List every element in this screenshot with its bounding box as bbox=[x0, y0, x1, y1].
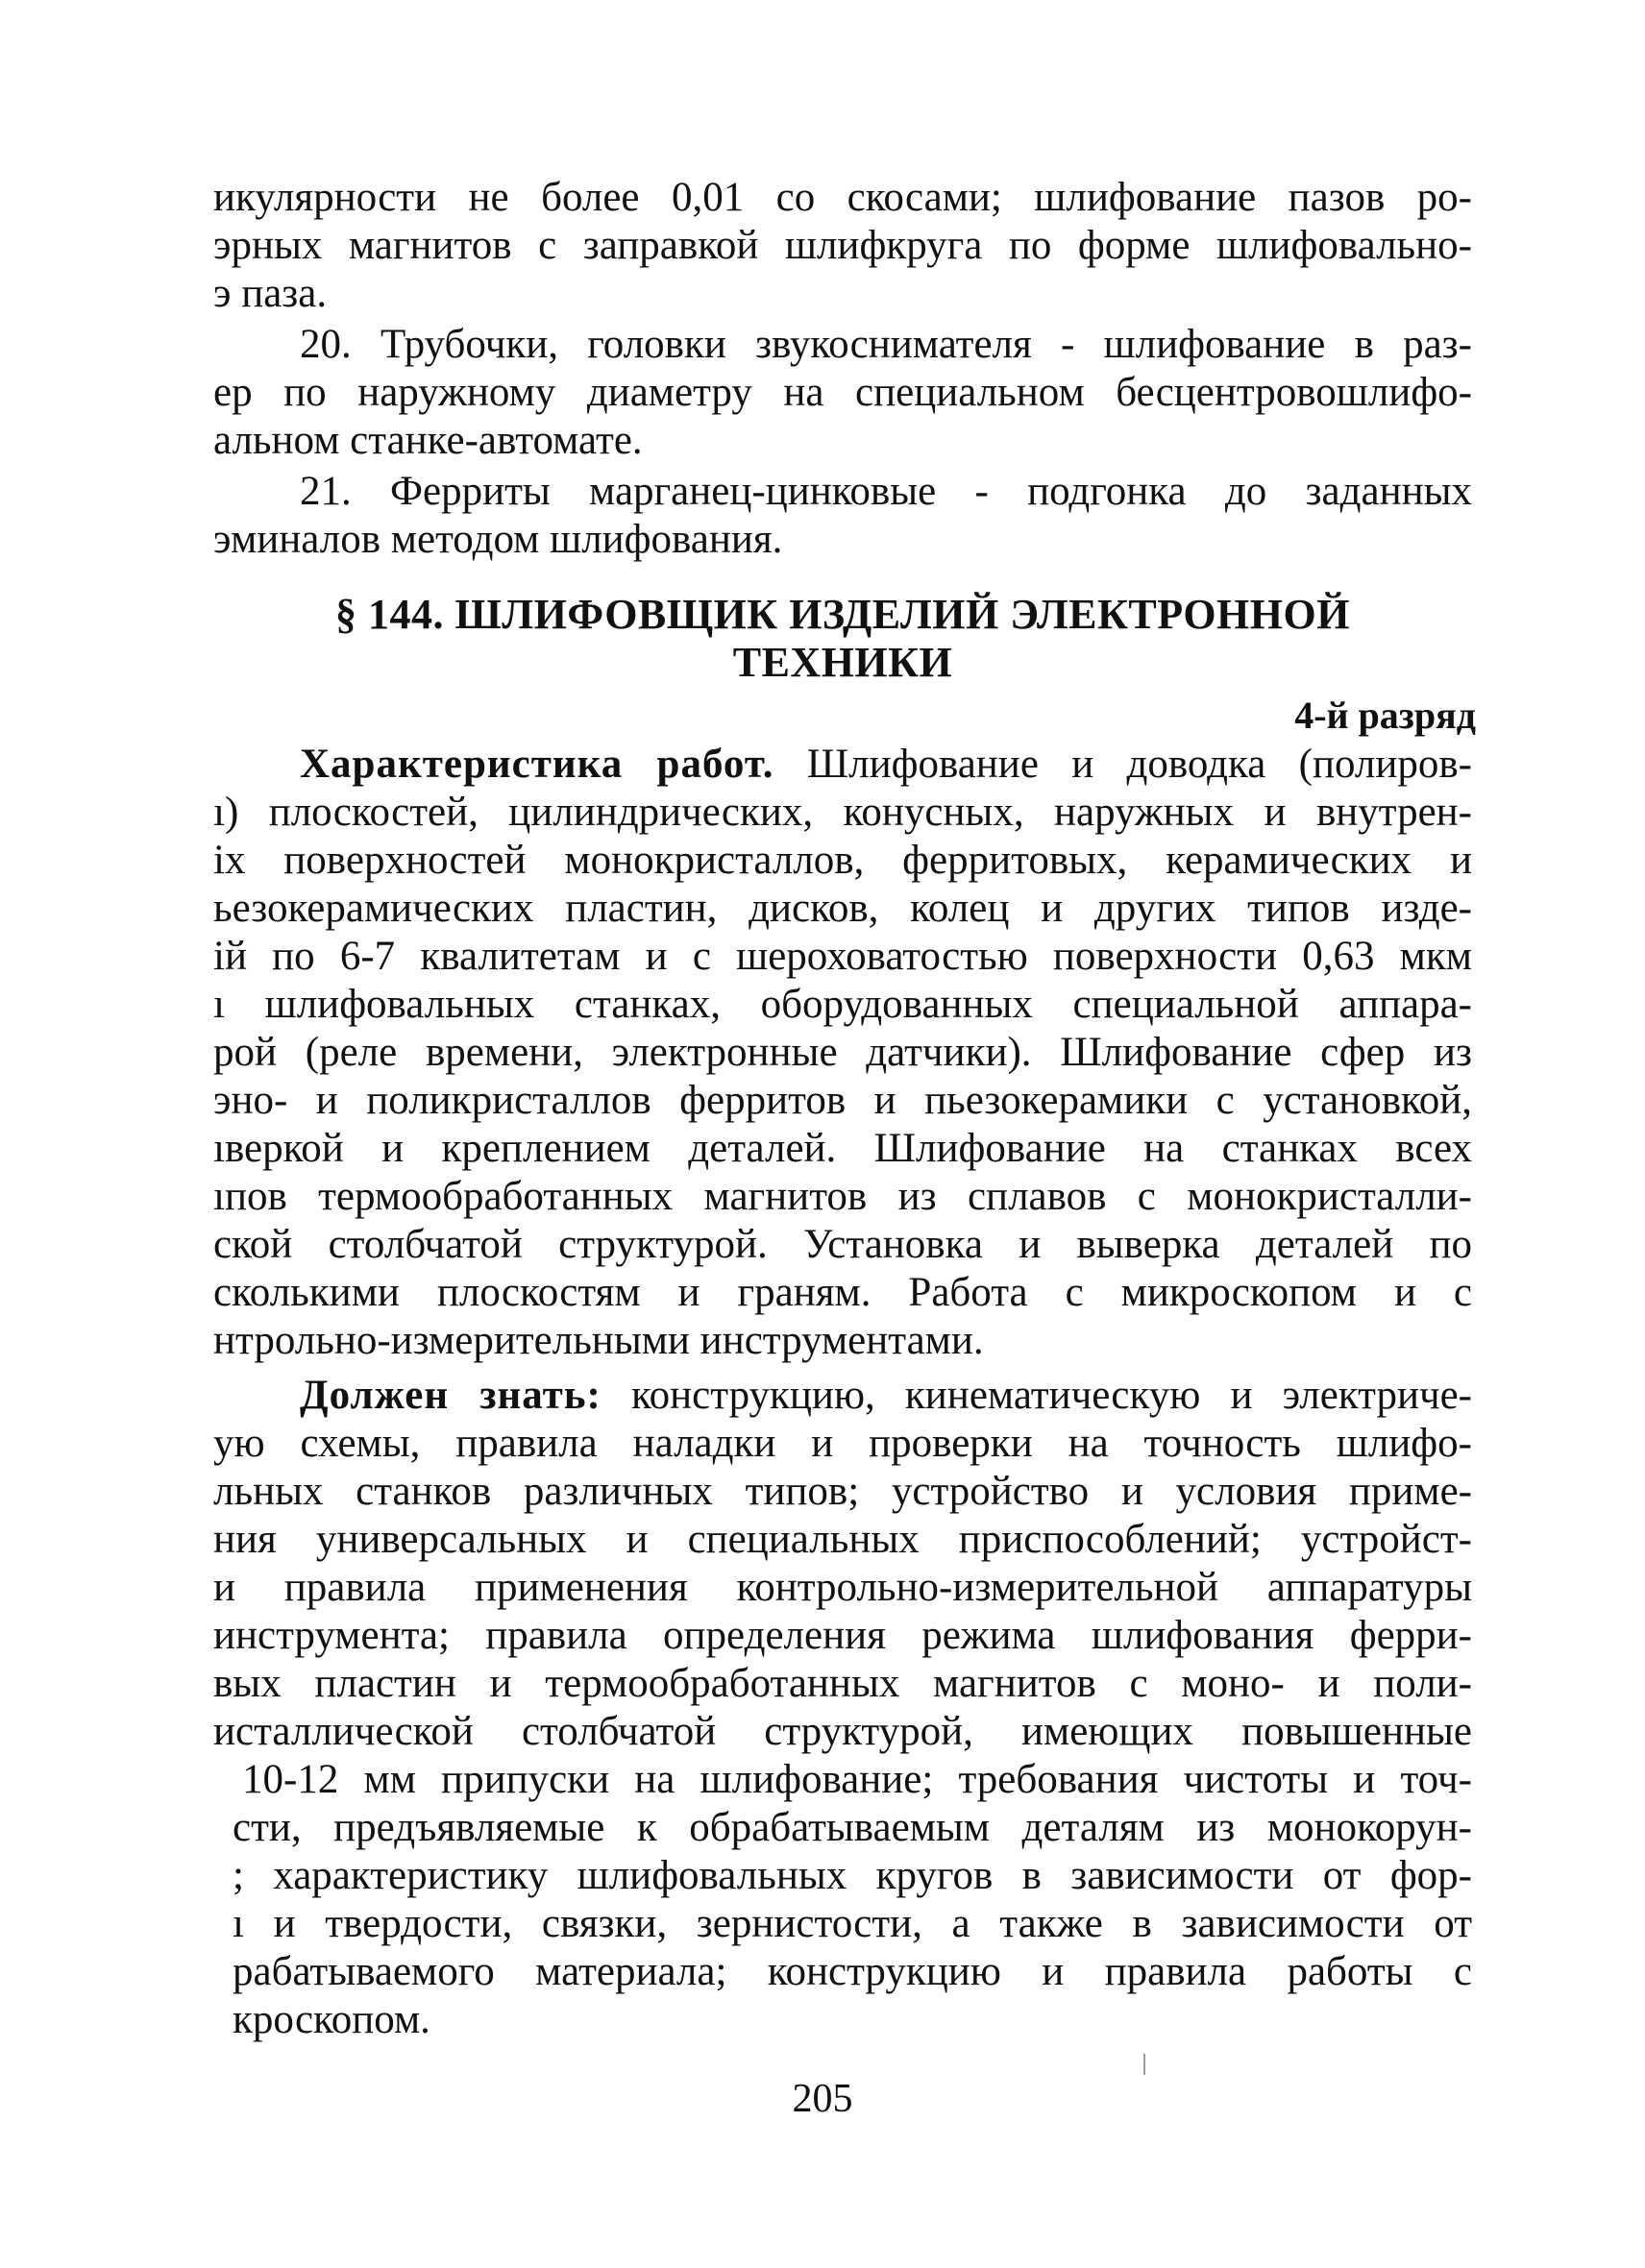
knowledge-line: рабатываемого материала; конструкцию и правила работы с bbox=[233, 1949, 1472, 1994]
knowledge-first-rest: конструкцию, кинематическую и электриче- bbox=[630, 1373, 1472, 1418]
knowledge-line: ую схемы, правила наладки и проверки на точность шлифо- bbox=[213, 1421, 1472, 1466]
intro-line-3: э паза. bbox=[213, 271, 328, 316]
item21-line-2: эминалов методом шлифования. bbox=[213, 517, 783, 562]
characteristics-line: ій по 6-7 квалитетам и с шероховатостью поверхности 0,63 мкм bbox=[213, 934, 1472, 979]
knowledge-line: льных станков различных типов; устройство и условия приме- bbox=[213, 1469, 1472, 1514]
characteristics-line: ской столбчатой структурой. Установка и выверка деталей по bbox=[213, 1222, 1472, 1267]
intro-line-2: эрных магнитов с заправкой шлифкруга по форме шлифовально- bbox=[213, 223, 1472, 268]
knowledge-line: кроскопом. bbox=[233, 1997, 430, 2042]
knowledge-lead: Должен знать: bbox=[300, 1373, 602, 1418]
knowledge-line: 10-12 мм припуски на шлифование; требования чистоты и точ- bbox=[242, 1757, 1472, 1802]
characteristics-line: ıверкой и креплением деталей. Шлифование на станках всех bbox=[213, 1126, 1472, 1171]
characteristics-line: нтрольно-измерительными инструментами. bbox=[213, 1318, 984, 1363]
item20-line-3: альном станке-автомате. bbox=[213, 418, 643, 463]
knowledge-line: и правила применения контрольно-измерительной аппаратуры bbox=[213, 1565, 1472, 1610]
section-title-line-2: ТЕХНИКИ bbox=[732, 639, 953, 686]
grade-label: 4-й разряд bbox=[1294, 694, 1476, 737]
item20-line-2: ер по наружному диаметру на специальном бесцентровошлифо- bbox=[213, 370, 1472, 415]
knowledge-line-1 bbox=[300, 1372, 1472, 1420]
characteristics-line: сколькими плоскостям и граням. Работа с микроскопом и с bbox=[213, 1270, 1472, 1315]
knowledge-line: ; характеристику шлифовальных кругов в зависимости от фор- bbox=[233, 1853, 1472, 1898]
characteristics-line: эно- и поликристаллов ферритов и пьезокерамики с установкой, bbox=[213, 1078, 1472, 1123]
characteristics-line-1 bbox=[300, 741, 1472, 789]
knowledge-line: сти, предъявляемые к обрабатываемым деталям из монокорун- bbox=[233, 1805, 1472, 1850]
item20-line-1: 20. Трубочки, головки звукоснимателя - шлифование в раз- bbox=[300, 322, 1472, 367]
characteristics-line: рой (реле времени, электронные датчики). Шлифование сфер из bbox=[213, 1030, 1472, 1075]
page-number: 205 bbox=[792, 2077, 853, 2121]
characteristics-line: ı шлифовальных станках, оборудованных специальной аппара- bbox=[213, 982, 1472, 1027]
characteristics-line: ı) плоскостей, цилиндрических, конусных, наружных и внутрен- bbox=[213, 790, 1472, 835]
characteristics-first-rest: Шлифование и доводка (полиров- bbox=[806, 742, 1472, 787]
characteristics-line: ıпов термообработанных магнитов из сплавов с монокристалли- bbox=[213, 1174, 1472, 1219]
scan-speck bbox=[1143, 2054, 1145, 2075]
characteristics-line: ьезокерамических пластин, дисков, колец и других типов изде- bbox=[213, 886, 1472, 931]
section-title-line-1: § 144. ШЛИФОВЩИК ИЗДЕЛИЙ ЭЛЕКТРОННОЙ bbox=[335, 591, 1350, 638]
item21-line-1: 21. Ферриты марганец-цинковые - подгонка до заданных bbox=[300, 469, 1472, 514]
characteristics-lead: Характеристика работ. bbox=[300, 742, 774, 787]
knowledge-line: ния универсальных и специальных приспособлений; устройст- bbox=[213, 1517, 1472, 1562]
characteristics-line: іх поверхностей монокристаллов, ферритовых, керамических и bbox=[213, 838, 1472, 883]
knowledge-line: ı и твердости, связки, зернистости, а также в зависимости от bbox=[233, 1901, 1472, 1946]
knowledge-line: инструмента; правила определения режима шлифования ферри- bbox=[213, 1613, 1472, 1658]
knowledge-line: исталлической столбчатой структурой, имеющих повышенные bbox=[213, 1709, 1472, 1754]
knowledge-line: вых пластин и термообработанных магнитов с моно- и поли- bbox=[213, 1661, 1472, 1706]
intro-line-1: икулярности не более 0,01 со скосами; шлифование пазов ро- bbox=[213, 175, 1472, 220]
